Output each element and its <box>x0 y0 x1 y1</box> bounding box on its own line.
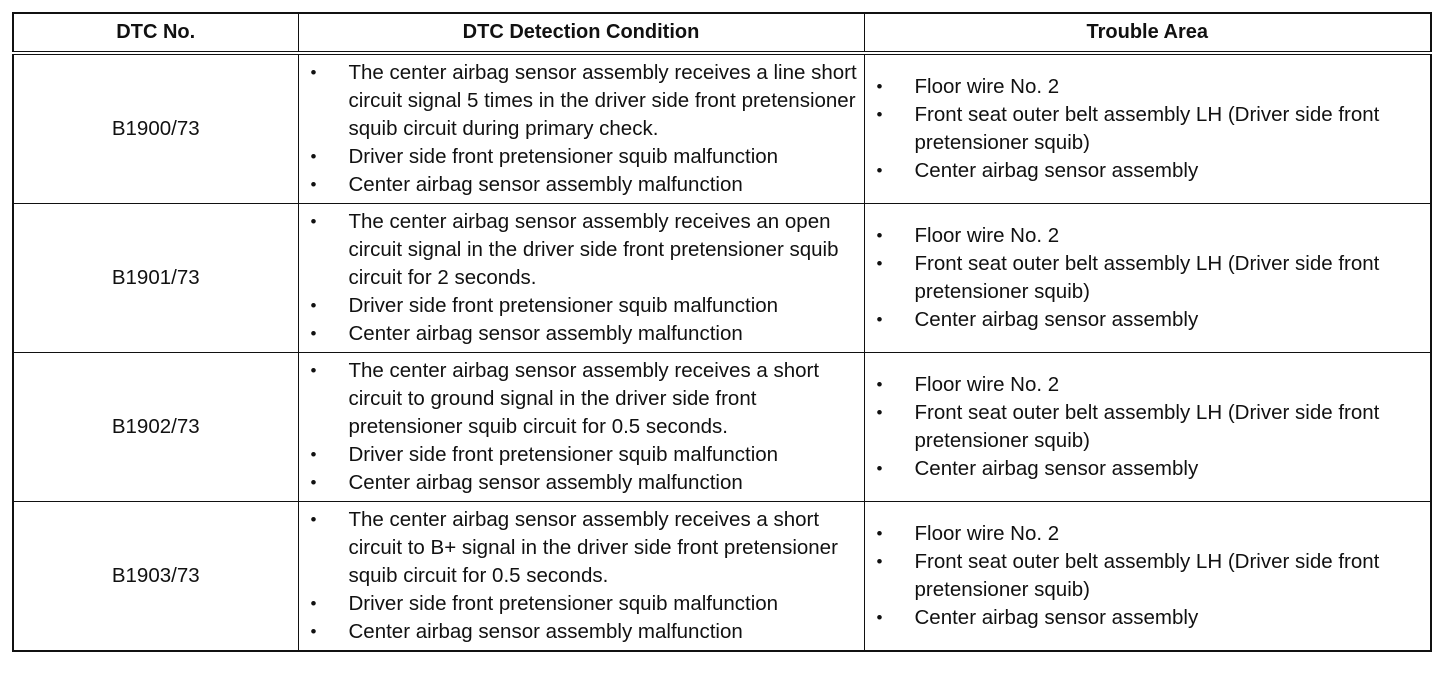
detection-condition-cell <box>298 353 864 502</box>
area-list <box>865 222 1431 334</box>
list-item: • Front seat outer belt assembly LH (Driver side front pretensioner squib) <box>865 250 1431 306</box>
condition-list <box>299 208 864 348</box>
dtc-code: B1900/73 <box>13 53 298 204</box>
area-list <box>865 520 1431 632</box>
table-row <box>13 353 1431 502</box>
list-item: • The center airbag sensor assembly receives a short circuit to ground signal in the driver side front pretensioner squib circuit for 0.5 seconds. <box>299 357 864 441</box>
list-item: • Center airbag sensor assembly <box>865 455 1431 483</box>
list-item: • Driver side front pretensioner squib malfunction <box>299 590 864 618</box>
list-item: • Front seat outer belt assembly LH (Driver side front pretensioner squib) <box>865 101 1431 157</box>
list-item: • Center airbag sensor assembly <box>865 604 1431 632</box>
list-item: • Driver side front pretensioner squib malfunction <box>299 143 864 171</box>
detection-condition-cell <box>298 502 864 652</box>
detection-condition-cell <box>298 53 864 204</box>
area-list <box>865 73 1431 185</box>
list-item: • Floor wire No. 2 <box>865 222 1431 250</box>
list-item: • Center airbag sensor assembly malfunction <box>299 171 864 199</box>
list-item: • Driver side front pretensioner squib malfunction <box>299 441 864 469</box>
header-dtc-no: DTC No. <box>13 13 298 53</box>
table-row <box>13 204 1431 353</box>
list-item: • Floor wire No. 2 <box>865 371 1431 399</box>
list-item: • Center airbag sensor assembly malfunction <box>299 618 864 646</box>
dtc-code: B1903/73 <box>13 502 298 652</box>
list-item: • Center airbag sensor assembly <box>865 157 1431 185</box>
condition-list <box>299 59 864 199</box>
list-item: • Center airbag sensor assembly <box>865 306 1431 334</box>
table-row <box>13 53 1431 204</box>
table-row <box>13 502 1431 652</box>
list-item: • The center airbag sensor assembly receives a line short circuit signal 5 times in the driver side front pretensioner squib circuit during primary check. <box>299 59 864 143</box>
header-row <box>13 13 1431 53</box>
list-item: • Floor wire No. 2 <box>865 520 1431 548</box>
dtc-code: B1902/73 <box>13 353 298 502</box>
dtc-code: B1901/73 <box>13 204 298 353</box>
trouble-area-cell <box>864 204 1431 353</box>
trouble-area-cell <box>864 353 1431 502</box>
list-item: • The center airbag sensor assembly receives a short circuit to B+ signal in the driver side front pretensioner squib circuit for 0.5 seconds. <box>299 506 864 590</box>
header-trouble-area: Trouble Area <box>864 13 1431 53</box>
dtc-table <box>12 12 1432 652</box>
list-item: • Floor wire No. 2 <box>865 73 1431 101</box>
condition-list <box>299 357 864 497</box>
list-item: • Front seat outer belt assembly LH (Driver side front pretensioner squib) <box>865 399 1431 455</box>
list-item: • The center airbag sensor assembly receives an open circuit signal in the driver side front pretensioner squib circuit for 2 seconds. <box>299 208 864 292</box>
list-item: • Front seat outer belt assembly LH (Driver side front pretensioner squib) <box>865 548 1431 604</box>
header-detection-condition: DTC Detection Condition <box>298 13 864 53</box>
trouble-area-cell <box>864 502 1431 652</box>
list-item: • Center airbag sensor assembly malfunction <box>299 320 864 348</box>
detection-condition-cell <box>298 204 864 353</box>
condition-list <box>299 506 864 646</box>
list-item: • Center airbag sensor assembly malfunction <box>299 469 864 497</box>
trouble-area-cell <box>864 53 1431 204</box>
area-list <box>865 371 1431 483</box>
list-item: • Driver side front pretensioner squib malfunction <box>299 292 864 320</box>
